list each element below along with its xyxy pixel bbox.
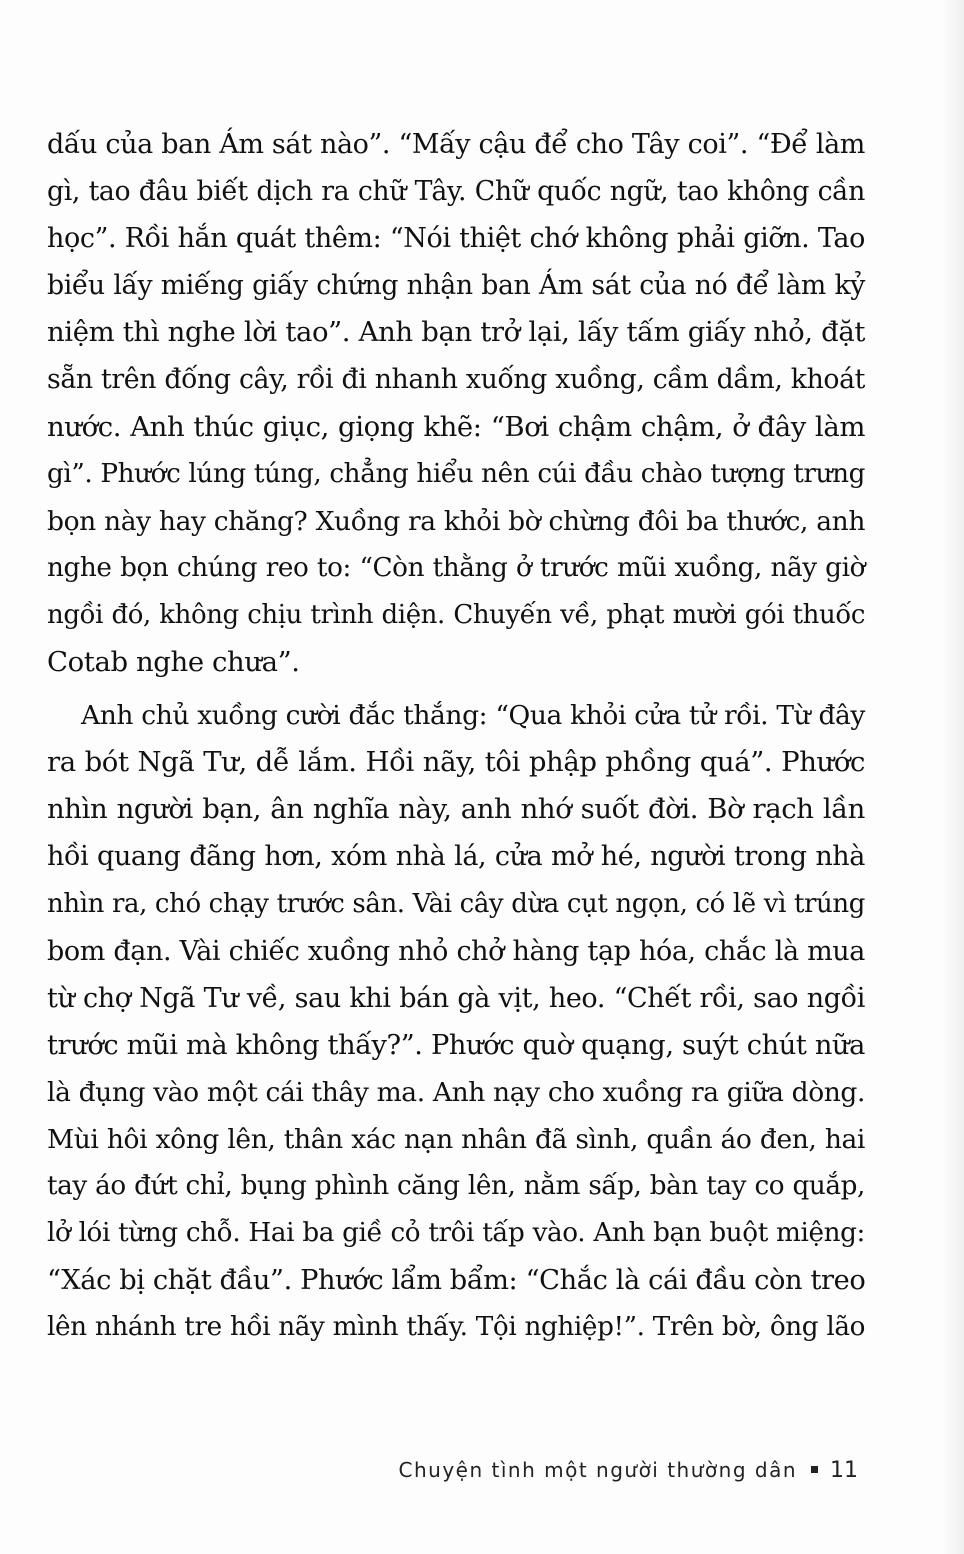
text-line: nước. Anh thúc giục, giọng khẽ: “Bơi chậm chậm, ở đây làm: [47, 410, 865, 443]
text-line: nhìn ra, chó chạy trước sân. Vài cây dừa cụt ngọn, có lẽ vì trúng: [47, 888, 865, 919]
paragraph: [47, 121, 865, 686]
text-line: bọn này hay chăng? Xuồng ra khỏi bờ chừng đôi ba thước, anh: [47, 505, 865, 537]
running-title: Chuyện tình một người thường dân: [398, 1458, 797, 1482]
text-line: gì”. Phước lúng túng, chẳng hiểu nên cúi đầu chào tượng trưng: [47, 458, 865, 489]
text-line: học”. Rồi hắn quát thêm: “Nói thiệt chớ không phải giỡn. Tao: [47, 223, 865, 255]
text-line: bom đạn. Vài chiếc xuồng nhỏ chở hàng tạp hóa, chắc là mua: [47, 935, 865, 967]
page-footer: [0, 1458, 858, 1483]
text-line: niệm thì nghe lời tao”. Anh bạn trở lại, lấy tấm giấy nhỏ, đặt: [47, 316, 865, 349]
text-line: “Xác bị chặt đầu”. Phước lẩm bẩm: “Chắc là cái đầu còn treo: [47, 1265, 866, 1297]
text-line: nghe bọn chúng reo to: “Còn thằng ở trước mũi xuồng, nãy giờ: [47, 552, 865, 583]
text-line: lở lói từng chỗ. Hai ba giề cỏ trôi tấp vào. Anh bạn buột miệng:: [47, 1218, 865, 1249]
paragraph: [47, 692, 865, 1351]
text-line: từ chợ Ngã Tư về, sau khi bán gà vịt, heo. “Chết rồi, sao ngồi: [47, 982, 865, 1014]
text-line: Mùi hôi xông lên, thân xác nạn nhân đã sình, quần áo đen, hai: [47, 1123, 865, 1155]
page-edge-shadow: [942, 0, 964, 1554]
bullet-separator: [811, 1466, 818, 1473]
text-line: gì, tao đâu biết dịch ra chữ Tây. Chữ quốc ngữ, tao không cần: [47, 176, 865, 208]
text-line: tay áo đứt chỉ, bụng phình căng lên, nằm sấp, bàn tay co quắp,: [47, 1171, 865, 1202]
body-text: [47, 121, 865, 1351]
text-line: dấu của ban Ám sát nào”. “Mấy cậu để cho Tây coi”. “Để làm: [47, 129, 865, 160]
text-line: ra bót Ngã Tư, dễ lắm. Hồi nãy, tôi phập phồng quá”. Phước: [47, 746, 865, 779]
text-line: Cotab nghe chưa”.: [47, 646, 300, 679]
text-line: ngồi đó, không chịu trình diện. Chuyến về, phạt mười gói thuốc: [47, 599, 865, 630]
text-line: hồi quang đãng hơn, xóm nhà lá, cửa mở hé, người trong nhà: [47, 841, 865, 873]
text-line: sẵn trên đống cây, rồi đi nhanh xuống xuồng, cầm dầm, khoát: [47, 364, 865, 396]
text-line: nhìn người bạn, ân nghĩa này, anh nhớ suốt đời. Bờ rạch lần: [47, 793, 865, 826]
page-number: 11: [830, 1458, 858, 1483]
text-line: là đụng vào một cái thây ma. Anh nạy cho xuồng ra giữa dòng.: [47, 1076, 865, 1108]
text-line: trước mũi mà không thấy?”. Phước quờ quạng, suýt chút nữa: [47, 1029, 865, 1061]
text-line: lên nhánh tre hồi nãy mình thấy. Tội nghiệp!”. Trên bờ, ông lão: [47, 1312, 865, 1343]
text-line: biểu lấy miếng giấy chứng nhận ban Ám sát của nó để làm kỷ: [47, 270, 865, 302]
text-line: Anh chủ xuồng cười đắc thắng: “Qua khỏi cửa tử rồi. Từ đây: [81, 700, 865, 732]
